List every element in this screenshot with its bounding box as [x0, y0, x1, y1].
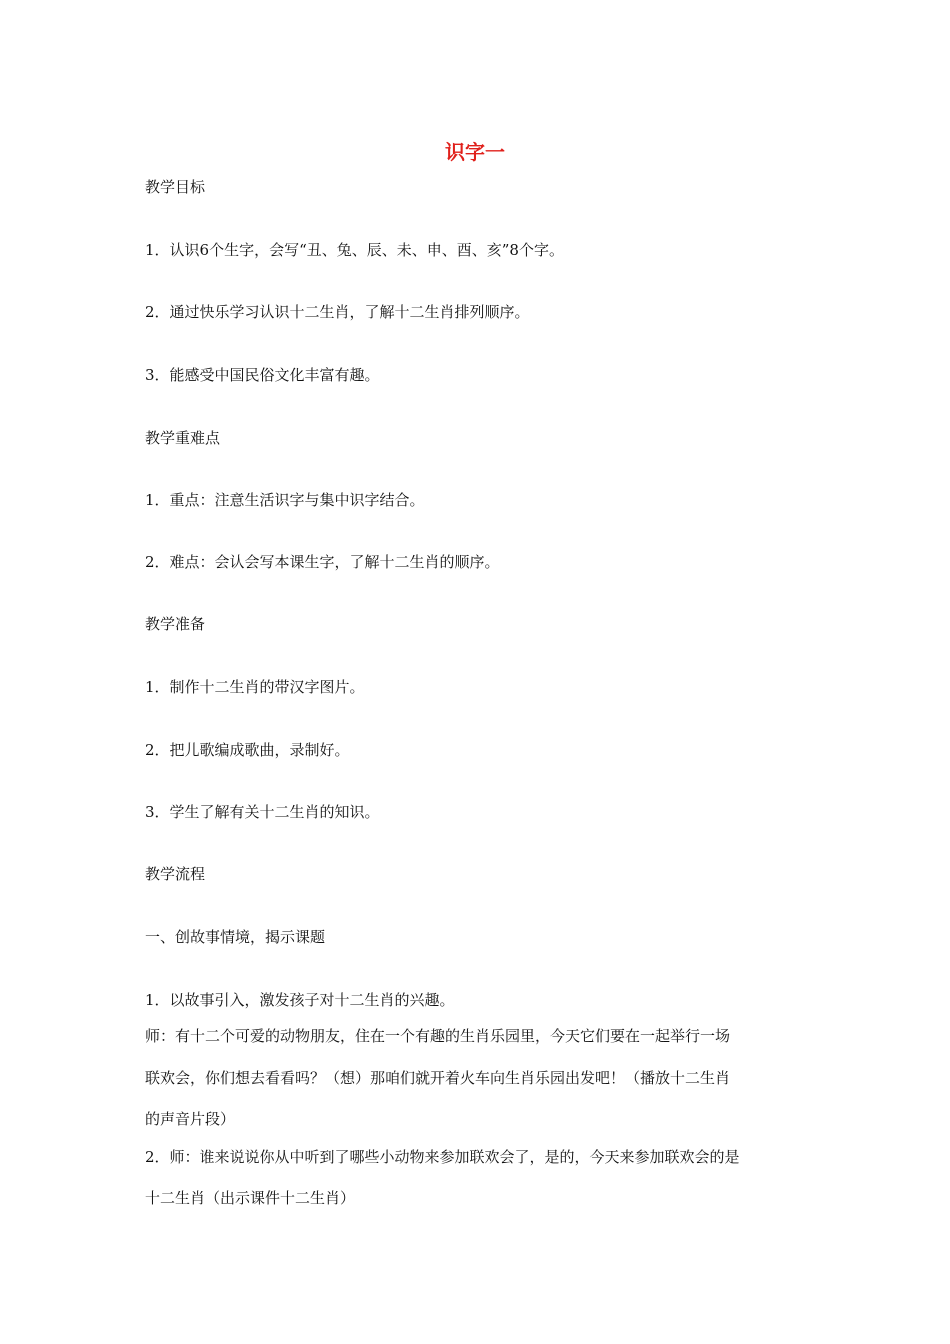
- process-step-2-cont: 十二生肖（出示课件十二生肖）: [145, 1189, 356, 1207]
- process-step-1: 1．以故事引入，激发孩子对十二生肖的兴趣。: [145, 991, 455, 1009]
- objective-item-3: 3．能感受中国民俗文化丰富有趣。: [145, 366, 380, 384]
- objective-item-1: 1．认识6个生字，会写“丑、兔、辰、未、申、酉、亥”8个字。: [145, 241, 564, 259]
- teacher-line-2: 联欢会，你们想去看看吗？（想）那咱们就开着火车向生肖乐园出发吧！（播放十二生肖: [145, 1069, 731, 1087]
- process-step-2: 2．师：谁来说说你从中听到了哪些小动物来参加联欢会了，是的，今天来参加联欢会的是: [145, 1148, 740, 1166]
- heading-objectives: 教学目标: [145, 178, 206, 196]
- preparation-item-1: 1．制作十二生肖的带汉字图片。: [145, 678, 365, 696]
- teacher-line-3: 的声音片段）: [145, 1110, 236, 1128]
- process-section-1: 一、创故事情境，揭示课题: [145, 928, 326, 946]
- key-point-item-2: 2．难点：会认会写本课生字，了解十二生肖的顺序。: [145, 553, 500, 571]
- key-point-item-1: 1．重点：注意生活识字与集中识字结合。: [145, 491, 425, 509]
- preparation-item-2: 2．把儿歌编成歌曲，录制好。: [145, 741, 350, 759]
- preparation-item-3: 3．学生了解有关十二生肖的知识。: [145, 803, 380, 821]
- teacher-line-1: 师：有十二个可爱的动物朋友，住在一个有趣的生肖乐园里，今天它们要在一起举行一场: [145, 1027, 731, 1045]
- objective-item-2: 2．通过快乐学习认识十二生肖，了解十二生肖排列顺序。: [145, 303, 530, 321]
- heading-process: 教学流程: [145, 865, 206, 883]
- heading-preparation: 教学准备: [145, 615, 206, 633]
- document-title: 识字一: [445, 140, 505, 164]
- heading-key-points: 教学重难点: [145, 429, 221, 447]
